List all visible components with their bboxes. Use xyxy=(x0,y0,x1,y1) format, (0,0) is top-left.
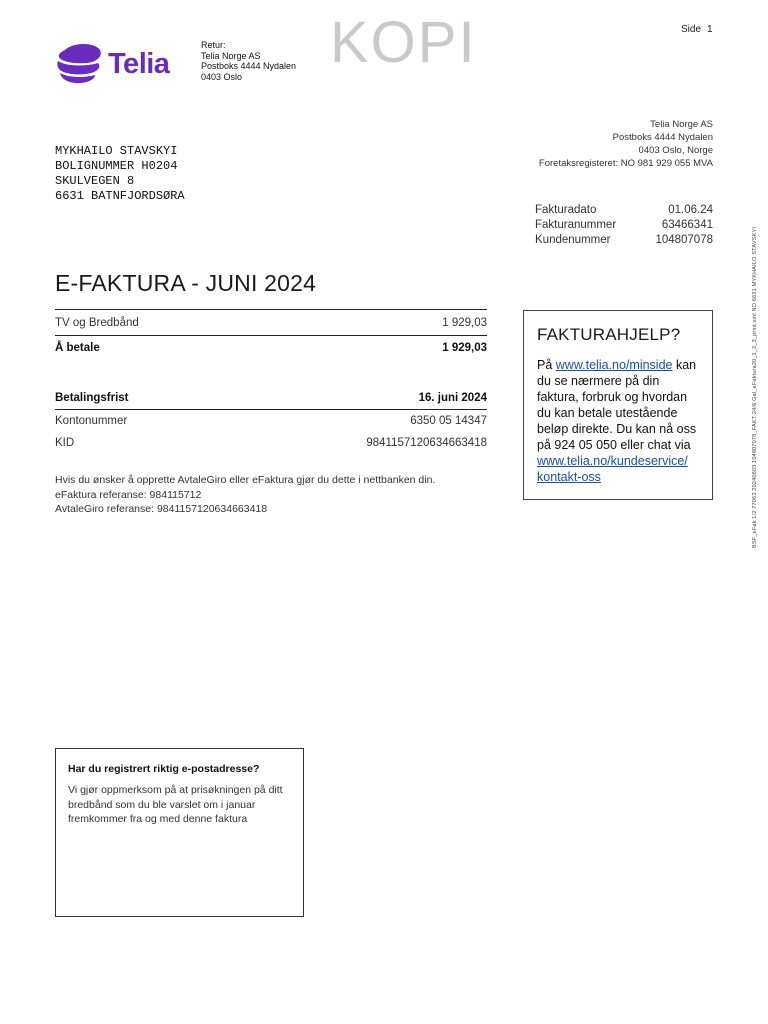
efaktura-reference: eFaktura referanse: 984115712 xyxy=(55,488,202,501)
kundeservice-link[interactable]: www.telia.no/kundeservice/ xyxy=(537,454,688,468)
notice-line: Hvis du ønsker å opprette AvtaleGiro eller eFaktura gjør du dette i nettbanken din. xyxy=(55,474,436,486)
total-amount: 1 929,03 xyxy=(442,341,487,354)
meta-label: Kundenummer xyxy=(535,234,611,246)
sender-line: Foretaksregisteret: NO 981 929 055 MVA xyxy=(538,158,713,169)
meta-value: 63466341 xyxy=(661,219,713,231)
line-item-label: TV og Bredbånd xyxy=(55,316,139,329)
total-row xyxy=(55,336,487,359)
return-line: 0403 Oslo xyxy=(201,71,243,82)
page-label: Side xyxy=(681,24,702,35)
due-label: Betalingsfrist xyxy=(55,392,129,404)
kid-value: 9841157120634663418 xyxy=(366,437,487,449)
telia-logo xyxy=(55,42,180,86)
invoice-meta xyxy=(535,203,713,248)
due-row xyxy=(55,387,487,409)
payment-notice xyxy=(55,473,435,517)
meta-label: Fakturadato xyxy=(535,204,597,216)
return-line: Postboks 4444 Nydalen xyxy=(201,61,297,71)
due-date: 16. juni 2024 xyxy=(418,392,487,404)
sender-line: Telia Norge AS xyxy=(650,119,713,130)
recipient-line: 6631 BATNFJORDSØRA xyxy=(55,189,185,203)
minside-link[interactable]: www.telia.no/minside xyxy=(555,358,673,372)
sender-line: Postboks 4444 Nydalen xyxy=(612,132,713,143)
recipient-address xyxy=(55,144,185,204)
help-title: FAKTURAHJELP? xyxy=(537,325,681,344)
print-control-code: BSF_eFak 1/2 77063 20240603 104807078_FAKT 24/6 Gal_eFaktura20_1_2_3_print.xml NO 6631 MYKHAILO STAVSKYI xyxy=(752,226,758,548)
return-label: Retur: xyxy=(201,40,226,50)
copy-watermark: KOPI xyxy=(330,10,477,75)
email-box-title: Har du registrert riktig e-postadresse? xyxy=(68,763,260,775)
sender-address xyxy=(539,118,713,170)
page-title: E-FAKTURA - JUNI 2024 xyxy=(55,270,317,296)
page-number xyxy=(681,24,713,35)
line-item-row xyxy=(55,310,487,335)
kid-label: KID xyxy=(55,437,75,449)
invoice-help-box xyxy=(523,310,713,500)
line-item-amount: 1 929,03 xyxy=(442,316,487,329)
meta-row xyxy=(535,233,713,248)
help-text-part: kan du se nærmere på din faktura, forbruk og hvordan du kan betale utestående beløp direkte. Du kan nå oss på 924 05 050 eller chat via xyxy=(537,358,697,452)
page-value: 1 xyxy=(707,24,713,35)
recipient-line: SKULVEGEN 8 xyxy=(55,174,135,188)
email-box-text: Vi gjør oppmerksom på at prisøkningen på ditt bredbånd som du ble varslet om i januar fremkommer fra og med denne faktura xyxy=(68,784,283,825)
recipient-line: BOLIGNUMMER H0204 xyxy=(55,159,178,173)
invoice-table xyxy=(55,309,487,454)
email-address-box xyxy=(55,748,304,917)
account-number: 6350 05 14347 xyxy=(410,415,487,427)
sender-line: 0403 Oslo, Norge xyxy=(638,145,713,156)
brand-name: Telia xyxy=(108,48,170,80)
meta-row xyxy=(535,218,713,233)
meta-label: Fakturanummer xyxy=(535,219,617,231)
kontakt-oss-link[interactable]: kontakt-oss xyxy=(537,470,601,484)
avtalegiro-reference: AvtaleGiro referanse: 9841157120634663418 xyxy=(55,503,268,515)
help-text xyxy=(537,357,700,485)
account-label: Kontonummer xyxy=(55,415,128,427)
meta-row xyxy=(535,203,713,218)
help-text-part: På xyxy=(537,358,556,372)
account-row xyxy=(55,410,487,432)
meta-value: 01.06.24 xyxy=(668,204,713,216)
meta-value: 104807078 xyxy=(655,234,713,246)
return-line: Telia Norge AS xyxy=(201,50,261,61)
telia-pebble-icon xyxy=(55,42,103,86)
return-address xyxy=(201,40,296,82)
recipient-line: MYKHAILO STAVSKYI xyxy=(55,144,178,158)
total-label: Å betale xyxy=(55,341,100,354)
kid-row xyxy=(55,432,487,454)
